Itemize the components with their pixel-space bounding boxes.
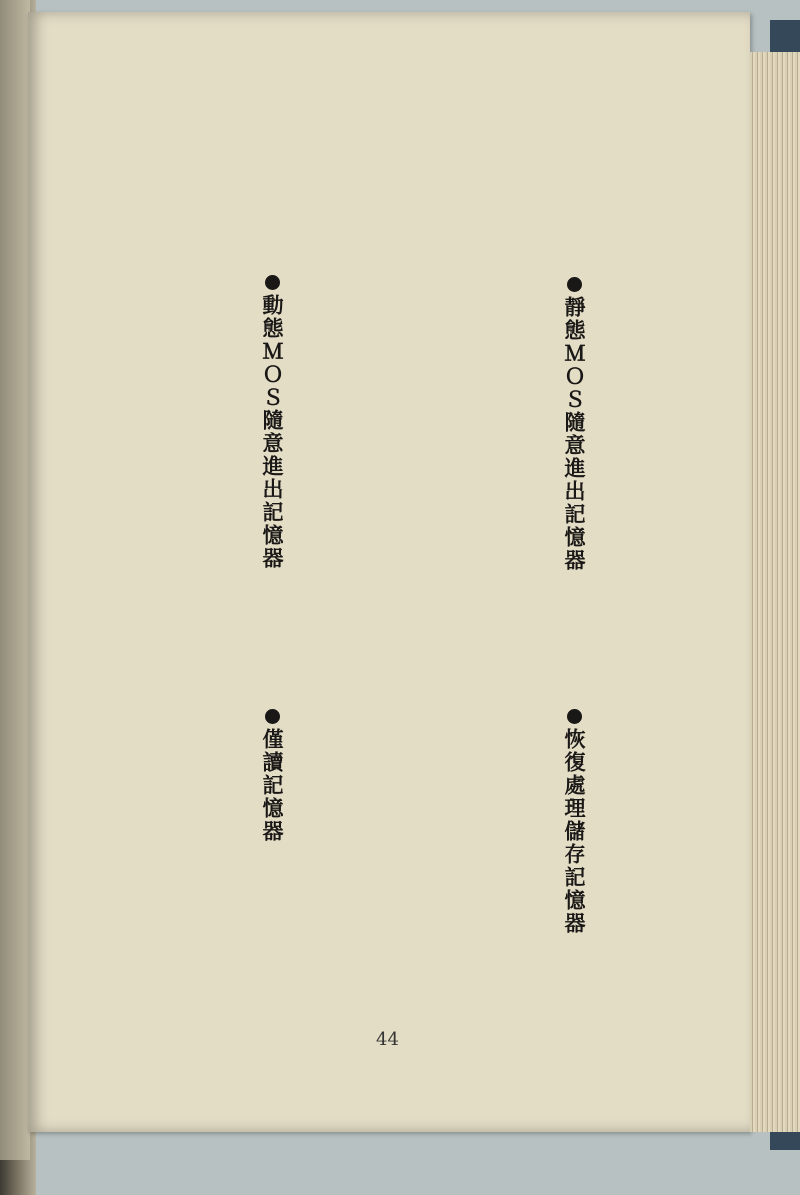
section-heading-static: [534, 240, 614, 572]
heading-text: 靜態ＭＯＳ隨意進出記憶器: [562, 296, 587, 573]
page-number: 44: [376, 1029, 399, 1050]
left-page-edge: [0, 0, 30, 1160]
heading-text: 恢復處理儲存記憶器: [562, 728, 587, 936]
section-heading-refresh: [534, 672, 614, 935]
bullet-icon: [567, 709, 582, 724]
bullet-icon: [567, 277, 582, 292]
page-edges-stack: [750, 52, 800, 1132]
section-heading-dynamic: [232, 238, 312, 570]
section-heading-readonly: [232, 672, 312, 843]
book-page: [28, 12, 750, 1132]
heading-text: 僅讀記憶器: [260, 728, 285, 844]
bullet-icon: [265, 709, 280, 724]
bullet-icon: [265, 275, 280, 290]
heading-text: 動態ＭＯＳ隨意進出記憶器: [260, 294, 285, 571]
